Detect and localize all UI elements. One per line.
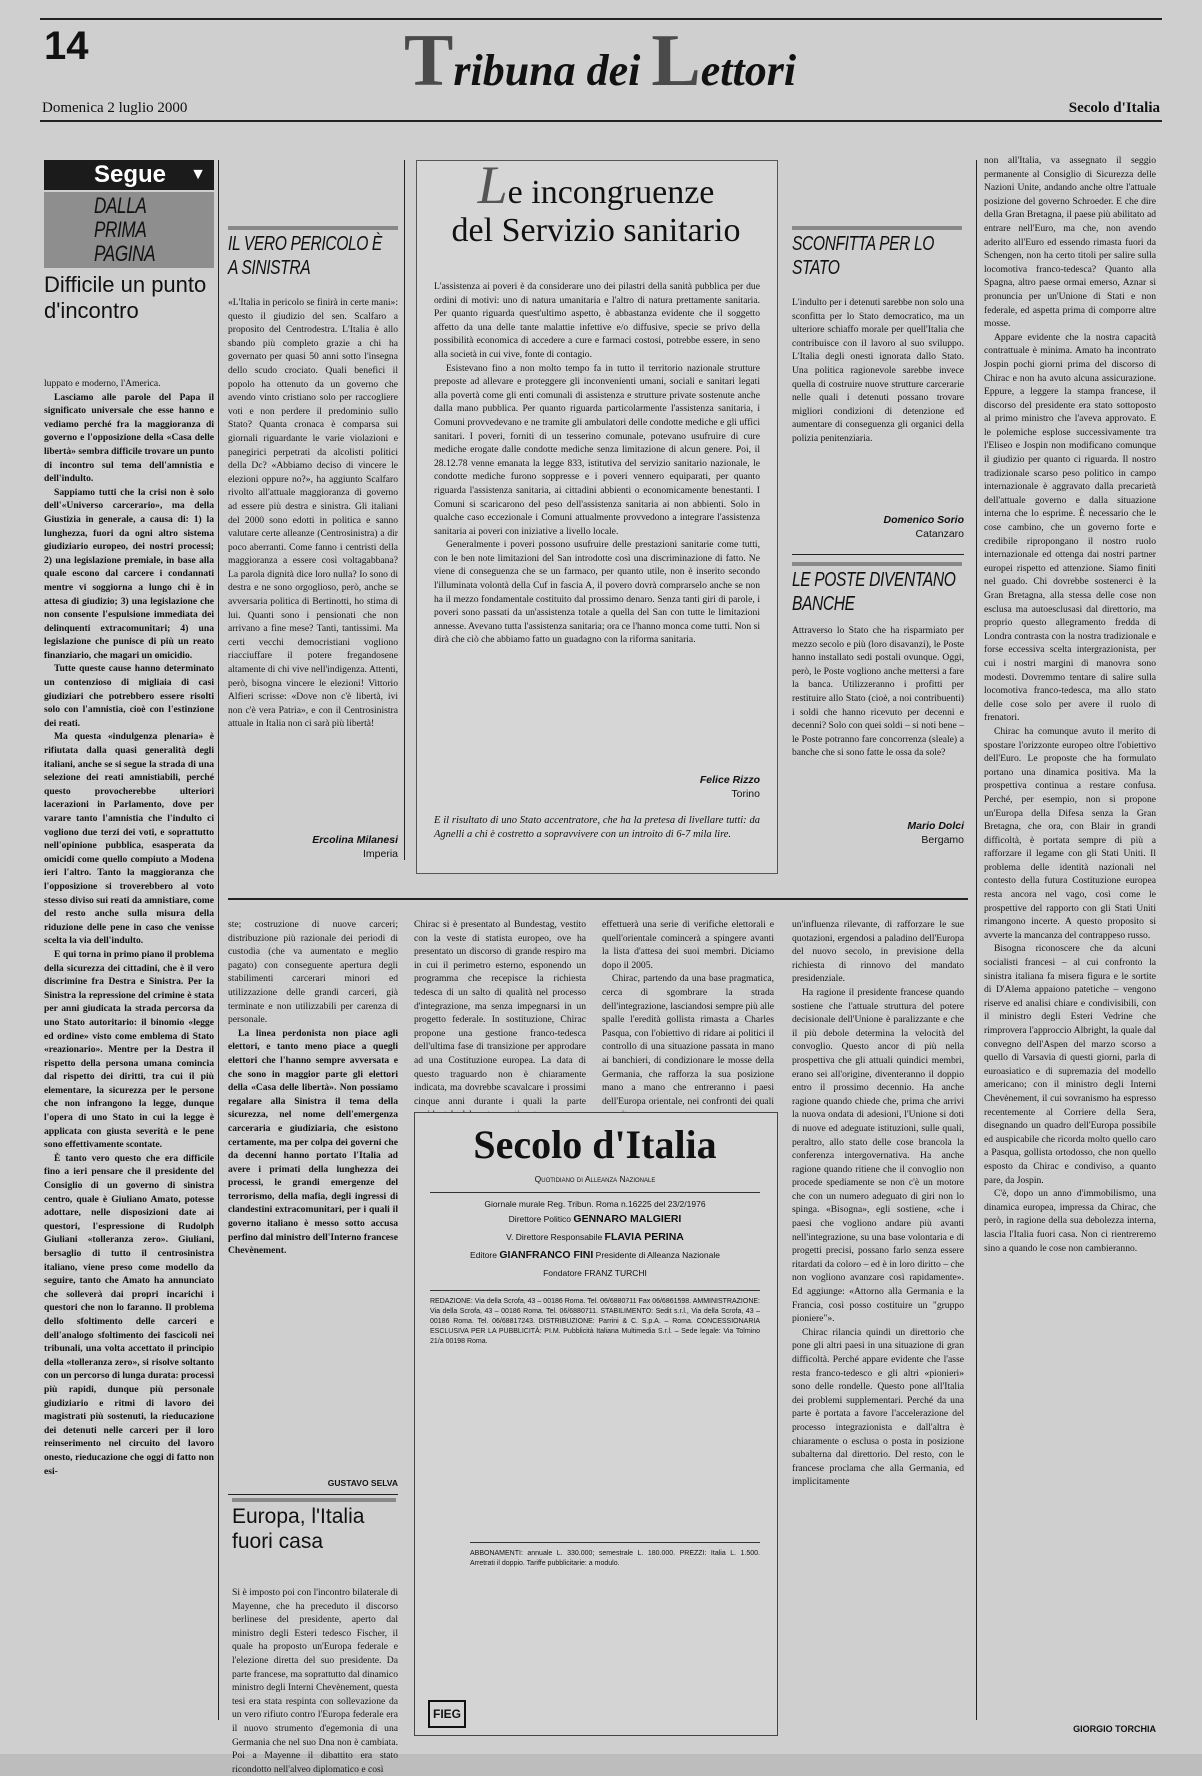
segue-paragraph: Ma questa «indulgenza plenaria» è rifiutata dalla quasi generalità degli italiani, anche se si segue la strada di una selezione dei reati amnistiabili, perché questo provocherebbe ulteriori lacerazioni in Parlamento, dove per varare tanto l'amnistia che l'indulto ci vogliono due terzi dei voti, e soprattutto nell'opinione pubblica, esasperata da omicidi come quello compiuto a Modena ieri l'altro. Tanto la maggioranza che l'opposizione si troverebbero al voto stesso diviso sui reati da amnistiare, come del resto anche sulla misura della riduzione delle pene in caso che venisse scelta la via dell'indulto. [44, 731, 214, 947]
incongruenze-paragraph: Esistevano fino a non molto tempo fa in tutto il territorio nazionale strutture preposte ad allevare e proteggere gli inconvenienti umani, sociali e sanitari legati alla povertà come gli enti comunali di assistenza e strutture private sostenute anche dalla mano pubblica. Per quanto riguarda particolarmente l'assistenza sanitaria, i Comuni provvedevano e ne tramite gli ambulatori delle condotte mediche e gli uffici sanitari. I poveri, forniti di un tesserino comunale, potevano usufruire di cure mediche erogate dalle condotte mediche senza limitazione di alcun genere. Poi, il 28.12.78 venne emanata la legge 833, istitutiva del servizio sanitario nazionale, le condotte mediche furono soppresse e i poveri vennero equiparati, per quanto riguarda l'assistenza sanitaria, ai cittadini abbienti o economicamente benestanti. I Comuni si scaricarono del peso dell'assistenza sanitaria ai non abbienti. Solo in qualche caso eccezionale i Comuni attualmente provvedono a integrare l'assistenza sanitaria ai poveri con iniziative a livello locale. [434, 362, 760, 537]
bottom-col1-signature: GUSTAVO SELVA [327, 1478, 398, 1488]
masthead-publisher-name: GIANFRANCO FINI [499, 1249, 594, 1261]
poste-town: Bergamo [921, 834, 964, 846]
masthead-vicedirector [430, 1230, 760, 1244]
sconfitta-signature: Domenico Sorio [883, 514, 964, 526]
kicker-bar [232, 1498, 396, 1502]
bottom-col5-paragraph: Ha ragione il presidente francese quando sostiene che l'attuale struttura del potere decisionale dell'Unione è paralizzante e che il più debole determina la velocità del convoglio. Questo ancor di più nella prospettiva che gli attuali quindici membri, erano sei all'origine, diventeranno il doppio entro il prossimo decennio. Ha anche ragione quando chiede che, prima che arrivi la nuova ondata di adesioni, l'Unione si doti di nuove ed adeguate istituzioni, sulle quali, peraltro, allo stato delle cose brancola la conferenza intergovernativa. Ha anche ragione quando ritiene che il convoglio non procede spediamente se non c'è un motore che con un numero adeguato di giri non lo spinga. «Bisogna», egli sostiene, «che i paesi che vogliono andare più avanti nell'integrazione, su una base volontaria e di progetti precisi, possano farlo senza essere ritardati da coloro – ed è in loro diritto – che non vogliono avanzare così rapidamente». Ed aggiunge: «Attorno alla Germania e la Francia, così posso costituire un "gruppo pioniere"». [792, 986, 964, 1325]
masthead-registration: Giornale murale Reg. Tribun. Roma n.16225 del 23/2/1976 [430, 1192, 760, 1211]
top-rule [40, 18, 1162, 20]
segue-paragraph: Tutte queste cause hanno determinato un contenzioso di migliaia di casi giudiziari che potrebbero essere risolti solo con l'amnistia, cioè con l'estinzione dei reati. [44, 663, 214, 729]
segue-subtitle-line-3: PAGINA [94, 241, 156, 266]
masthead-vicedirector-label: V. Direttore Responsabile [506, 1232, 603, 1242]
segue-paragraph: luppato e moderno, l'America. [44, 378, 161, 389]
vero-pericolo-town: Imperia [362, 848, 398, 860]
incongruenze-signature: Felice Rizzo [699, 774, 760, 786]
incongruenze-editor-note: E il risultato di uno Stato accentratore, che ha la pretesa di livellare tutti: da Agnelli a chi è costretto a sopravvivere con un introito di 6-7 mila lire. [434, 815, 760, 840]
section-title-initial-1: T [404, 20, 454, 102]
incongruenze-title [436, 155, 756, 250]
masthead-vicedirector-name: FLAVIA PERINA [604, 1231, 684, 1243]
poste-body: Attraverso lo Stato che ha risparmiato per mezzo secolo e più (loro disavanzi), le Poste hanno installato sedi postali ovunque. Oggi, però, le Poste vogliono anche mettersi a fare la banca. Utilizzeranno i profitti per restituire allo Stato (cioè, a noi contribuenti) i soldi che hanno ricevuto per decenni e decenni? Solo con quei soldi – si noti bene – le Poste potranno fare concorrenza (sleale) a banche che si sono fatte le ossa da sole? [792, 625, 964, 759]
column-divider [218, 160, 219, 1720]
vero-pericolo-signature: Ercolina Milanesi [312, 834, 398, 846]
page-number: 14 [44, 24, 89, 68]
incongruenze-title-line2: del Servizio sanitario [451, 212, 741, 249]
bottom-section-rule [228, 898, 968, 900]
segue-paragraph: E qui torna in primo piano il problema della sicurezza dei cittadini, che è il vero discrimine fra Destra e Sinistra. Per la Sinistra la repressione del crimine è stata per anni giudicata la strada percorsa da uno Stato autoritario: il binomio «legge ed ordine» visto come emblema di Stato «reazionario». Mentre per la Destra il rispetto della persona umana comincia dal rispetto dei diritti, tra cui il più elementare, la sicurezza per le persone che non infrangono la legge, dunque l'opera di uno Stato in cui la legge è applicata con giusta severità e le pene sono effettivamente scontate. [44, 948, 214, 1151]
segue-subtitle-box [44, 192, 214, 268]
segue-subtitle-line-1: DALLA [94, 193, 147, 218]
bottom-col5-body [792, 918, 964, 1736]
bottom-col5-paragraph: un'influenza rilevante, di rafforzare le sue quotazioni, ergendosi a paladino dell'Europa del nuovo secolo, in previsione della richiesta di rinnovo del mandato presidenziale. [792, 919, 964, 985]
segue-article-body [44, 377, 214, 1725]
bottom-col5-paragraph: Chirac rilancia quindi un direttorio che pone gli altri paesi in una situazione di gran difficoltà. Perché appare evidente che l'asse resta franco-tedesco e gli altri «pionieri» sono delle rondelle. Questo pone all'Italia dei problemi supplementari. Perché da una parte è portata a favore l'accelerazione del processo integrazionista e dall'altra è chiaramente o esclusa o posta in posizione subalterna dal direttorio. Del resto, con le francese proclama che alla Germania, ed implicitamente [792, 1326, 964, 1488]
masthead-addresses: REDAZIONE: Via della Scrofa, 43 – 00186 Roma. Tel. 06/6880711 Fax 06/6861598. AMMINISTRAZIONE: Via della Scrofa, 43 – 00186 Roma. Tel. 06/6880711. STABILIMENTO: Sedit s.r.l., Via della Scrofa, 43 – 00186 Roma. Tel. 06/68817243. DISTRIBUZIONE: Parrini & C. S.p.A. – Roma. CONCESSIONARIA ESCLUSIVA PER LA PUBBLICITÀ: PI.M. Pubblicità Italiana Multimedia S.r.l. – Sede legale: Via Tolmino 21/a 00198 Roma. [430, 1290, 760, 1537]
bottom-col4-paragraph: Chirac, partendo da una base pragmatica, cerca di sgombrare la strada dell'integrazione, lasciandosi sempre più alle spalle l'eredità gollista rimasta a Charles Pasqua, con l'obiettivo di ridare ai politici il controllo di una situazione passata in mano ai banchieri, di condizionare le mosse della Germania, che rafforza la sua posizione mano a mano che entreranno i paesi dell'Europa orientale, nei confronti dei quali [602, 973, 774, 1107]
right-column-signature: GIORGIO TORCHIA [1073, 1724, 1156, 1734]
segue-paragraph: Lasciamo alle parole del Papa il significato universale che esse hanno e vediamo perché fra la maggioranza di governo e l'opposizione della «Casa delle libertà» sembra difficile trovare un punto di incontro sul tema dell'amnistia e dell'indulto. [44, 391, 214, 485]
right-column-paragraph: non all'Italia, va assegnato il seggio permanente al Consiglio di Sicurezza delle Nazioni Unite, andando anche oltre l'attuale posizione del governo Schroeder. E che dire della Gran Bretagna, il paese più abilitato ad entrare nell'Euro, ma che, non avendo aderito all'Euro ed essendo rimasta fuori da Schengen, non ha certo titoli per salire sulla locomotiva franco-tedesca? Quanto alla Spagna, altro paese ormai emerso, Aznar si pronuncia per un'Unione di Stati e non federale, ed aspetta prima di comporre altre mosse. [984, 155, 1156, 330]
issue-date: Domenica 2 luglio 2000 [42, 100, 188, 116]
europa-body: Si è imposto poi con l'incontro bilaterale di Mayenne, che ha preceduto il discorso berlinese del presidente, aperto dal ministro degli Esteri tedesco Fischer, il quale ha proposto un'Europa federale e l'elezione diretta del suo presidente. Da parte francese, ma soprattutto dal dinamico ministro degli Interni Chevènement, questa tesi era stata respinta con sollevazione da un vero rifiuto contro l'Europa federale era il nuovo strumento d'egemonia di una Germania che nel suo Dna non è cambiata. Poi a Mayenne il dibattito era stato ricondotto nell'alveo diplomatico e così [232, 1587, 398, 1775]
kicker-bar [228, 226, 398, 230]
column-divider [404, 160, 405, 860]
bottom-col3-body: Chirac si è presentato al Bundestag, vestito con la veste di statista europeo, ove ha presentato un discorso di grande respiro ma in cui il perimetro esterno, esponendo un programma che recepisce la richiesta tedesca di un salto di qualità nel processo d'integrazione, ma senza impegnarsi in un progetto federale. In sostituzione, Chirac propone una gestione franco-tedesca dell'ultima fase di transizione per approdare ad una Costituzione europea. La data di questo traguardo non è chiaramente indicata, ma dovrebbe scavalcare i prossimi cinque anni durante i quali la parte [414, 919, 586, 1107]
section-rule [792, 554, 964, 555]
masthead-founder: Fondatore FRANZ TURCHI [543, 1268, 647, 1278]
right-column-paragraph: Chirac ha comunque avuto il merito di spostare l'orizzonte europeo oltre l'obiettivo dell'Euro. Le proposte che ha formulato portano una dinamica positiva. Ma la prospettiva continua a restare confusa. Perché, per esempio, non si propone un'Europa della Difesa senza la Gran Bretagna, che ora, con Blair in grandi difficoltà, è portata sempre di più a rafforzare il legame con gli Stati Uniti. Il problema delle identità nazionali nel contesto della futura Costituzione europea resta ancora nel vago, così come le prospettive del rapporto con gli Stati Uniti rimangono incerte. A questo proposito si avverte la mancanza del contrappeso russo. [984, 725, 1156, 941]
segue-subtitle [94, 194, 219, 266]
section-title-part-2: ettori [700, 46, 797, 95]
section-title-part-1: ribuna dei [453, 46, 652, 95]
segue-label: Segue [94, 161, 167, 188]
masthead-publisher-label: Editore [470, 1250, 497, 1260]
chevron-down-icon: ▼ [190, 166, 206, 183]
masthead-publisher [430, 1248, 760, 1262]
masthead-director [430, 1212, 760, 1226]
column-divider [976, 160, 977, 1720]
sconfitta-kicker: SCONFITTA PER LO STATO [792, 233, 934, 279]
bottom-col1-body [228, 918, 398, 1478]
section-title-initial-2: L [651, 20, 701, 102]
right-column-paragraph: Bisogna riconoscere che da alcuni socialisti francesi – al cui confronto la sinistra italiana fa misera figura e le sortite di D'Alema appaiono patetiche – vengono riserve ed analisi chiare e condivisibili, con il ministro degli Esteri Vedrine che rimprovera l'approccio Albright, la quale dal convegno dell'Aspen del marzo scorso a quello di Varsavia di questi giorni, parla di euroasiatico e di supremazia del modello americano; con il ministro degli Interni Chevènement, il cui sovranismo ha espresso recentemente al Corriere della Sera, disegnando un quadro dell'Europa possibile ed auspicabile che ricorda molto quello caro a Pasqua, gollista ortodosso, che non quello esposto da Chirac e condiviso, a quanto pare, da Jospin. [984, 943, 1156, 1186]
bottom-col1-paragraph: La linea perdonista non piace agli elettori, e tanto meno piace a quegli elettori che l'hanno sempre avversata e che sono in maggior parte gli elettori della «Casa delle libertà». Non possiamo regalare alla Sinistra il tema della sicurezza, nel nome dell'emergenza carceraria e giudiziaria, che esistono certamente, ma per colpa dei governi che da decenni hanno portato l'Italia ad avere i primati della lunghezza dei processi, le grandi emergenze del terrorismo, della mafia, degli ingressi di clandestini extracomunitari, per i quali il governo italiano è messo sotto accusa perfino dal ministro dell'Interno francese Chevènement. [228, 1027, 398, 1257]
kicker-bar [792, 226, 962, 230]
bottom-col1-paragraph: ste; costruzione di nuove carceri; distribuzione più razionale dei periodi di custodia (che va aumentato e meglio pagato) con conseguente apertura degli stabilimenti carcerari minori ed utilizzazione delle grandi carceri, già terminate e non utilizzabili per carenza di personale. [228, 919, 398, 1026]
incongruenze-town: Torino [731, 788, 760, 800]
header-rule [40, 120, 1162, 122]
right-column-paragraph: Appare evidente che la nostra capacità contrattuale è minima. Amato ha incontrato Jospin pochi giorni prima del discorso di Chirac e non ha avuto alcuna assicurazione. Eppure, a leggere la stampa francese, il discorso del presidente era stato sottoposto al primo ministro che l'aveva approvato. E le polemiche esplose successivamente tra l'Eliseo e Jospin non modificano comunque il giudizio per quanto ci riguarda. Il nostro tradizionale scarso peso politico in campo internazionale è aggravato dalla precarietà dell'attuale governo e dalla situazione interna che lo esprime. È necessario che le cose cambino, che un governo forte e credibile ripropongano il nostro ruolo internazionale ed ottenga dai nostri partner europei rispetto ed attenzione. Siamo finiti nel guado. Chi dovrebbe sostenerci è la Gran Bretagna, alla stessa delle cose non esclusa ma autoesclusasi dal direttorio, ma proprio questo allegramento fredda di Londra contrasta con la nostra tradizionale e forse eccessiva scelta intergrazionista, per cui i nostri margini di manovra sono modesti. Dovremmo tentare di salire sulla locomotiva franco-tedesca, ma allo stato delle cose solo per avere il ruolo di frenatori. [984, 331, 1156, 724]
poste-kicker: LE POSTE DIVENTANO BANCHE [792, 569, 956, 615]
sconfitta-body: L'indulto per i detenuti sarebbe non solo una sconfitta per lo Stato democratico, ma un ulteriore schiaffo morale per quell'Italia che contribuisce con il lavoro al suo sviluppo. L'Italia degli onesti ignorata dallo Stato. Una politica ragionevole sarebbe invece quella di costruire nuove strutture carcerarie nelle quali i detenuti possano trovare migliori condizioni di detenzione ed aumentare di conseguenza gli organici della polizia penitenziaria. [792, 297, 964, 444]
incongruenze-title-rest: e incongruenze [507, 174, 715, 211]
kicker-bar [792, 562, 962, 566]
incongruenze-paragraph: Generalmente i poveri possono usufruire delle prestazioni sanitarie come tutti, con le ben note limitazioni del San introdotte così una discriminazione di fatto. Ne viene di conseguenza che se un farmaco, per quanto utile, non è inserito secondo l'illuminata volontà della Cuf in fascia A, il povero dovrà comprarselo anche se non ha il mezzo fondamentale costituito dal prossimo denaro. Senza tanti giri di parole, i poveri sono passati da un'assistenza totale a quella del San con tutte le limitazioni annesse. Avevano tutta l'assistenza sanitaria; ora ce l'hanno monca come tutti. Non si dirà che ciò che abbiamo fatto un guadagno con la riforma sanitaria. [434, 539, 760, 646]
bottom-col4-paragraph: effettuerà una serie di verifiche elettorali e quell'orientale comincerà a spingere avanti la lista d'attesa dei suoi membri. Diciamo dopo il 2005. [602, 919, 774, 971]
poste-signature: Mario Dolci [907, 820, 964, 832]
segue-paragraph: Sappiamo tutti che la crisi non è solo dell'«Universo carcerario», ma della Giustizia in generale, a causa di: 1) la lunghezza, fuori da ogni altro sistema giudiziario europeo, dei nostri processi; 2) una legislazione premiale, in base alla quale escono dal carcere i condannati mentre vi soggiorna a lungo chi è in attesa di giudizio; 3) una legislazione che non consente l'espulsione immediata dei delinquenti extracomunitari; 4) una legislazione che punisce di più un reato finanziario, che magari un omicidio. [44, 486, 214, 661]
section-title [404, 20, 797, 102]
newspaper-name: Secolo d'Italia [1068, 100, 1160, 116]
section-rule [228, 1494, 398, 1495]
europa-title: Europa, l'Italia fuori casa [232, 1505, 365, 1553]
vero-pericolo-kicker: IL VERO PERICOLO È A SINISTRA [228, 233, 382, 279]
masthead-publisher-suffix: Presidente di Alleanza Nazionale [595, 1250, 720, 1260]
sconfitta-town: Catanzaro [915, 528, 964, 540]
segue-paragraph: È tanto vero questo che era difficile fino a ieri pensare che il presidente del Consiglio di un governo di sinistra centro, quale è Giuliano Amato, potesse adottare, nelle disposizioni date ai questori, l'espressione di Rudolph Giuliani «tolleranza zero». Giuliani, bersaglio di tutto il centrosinistra italiano, viene preso come modello da seguire, tanto che Amato ha annunciato che solleverà dai propri incarichi i questori che non lo faranno. Il problema dello sfoltimento delle carceri e dell'analogo sfoltimento dei fascicoli nei tribunali, una volta accettato il principio della «tolleranza zero», si risolve soltanto con un percorso di lunga durata: processi più rapidi, dunque più personale giudiziario e ritmi di lavoro dei magistrati più sostenuti, la rieducazione dei detenuti nelle carceri per il loro reinserimento nel circuito del lavoro onesto, rieducazione che oggi di fatto non esi- [44, 1152, 214, 1477]
right-column-paragraph: C'è, dopo un anno d'immobilismo, una dinamica europea, impressa da Chirac, che però, in ragione della sua debolezza interna, lascia l'Italia fuori casa. Non ci rientreremo sino a quando le cose non cambieranno. [984, 1188, 1156, 1254]
bottom-col4-body [602, 918, 774, 1107]
vero-pericolo-body: «L'Italia in pericolo se finirà in certe mani»: questo il giudizio del sen. Scalfaro a proposito del Centrodestra. L'Italia è allo sbando più completo grazie a chi ha governato per quasi 50 anni sotto l'insegna dello scudo crociato. Quali benefici il popolo ha ottenuto da un governo che avendo vinto cristiano solo per raccogliere voti e non perdere il predominio sullo Stato? Quanta cronaca è comparsa sui giornali riguardante le varie violazioni e panegirici perpetrati da alcolisti politici della Dc? «Abbiamo deciso di vincere le elezioni oppure no?», ha aggiunto Scalfaro rivolto all'attuale maggioranza di governo ad essere più destra e sinistra. Gli italiani del 2000 sono edotti in politica e sanno valutare certe alleanze (Centrosinistra) a dir poco aberranti. Come fanno i centristi della maggioranza a essere così voltagabbana? La parola dignità dice loro nulla? Io sono di destra e ne sono orgoglioso, però, anche se avversaria politica di Bertinotti, ho stima di lui. Quanti sono i pensionati che non arrivano a fine mese? Tanti, tantissimi. Ma certi vecchi democristiani vogliono riacciuffare il potere fregandosene altamente di chi vive nell'indigenza. Attenti, però, bisogna vincere le elezioni! Vittorio Alfieri scrisse: «Dove non c'è libertà, ivi non c'è vera Patria», e con il Centrosinistra attuale in Italia non ci sarà più libertà! [228, 297, 398, 730]
masthead-subtitle: Quotidiano di Alleanza Nazionale [534, 1174, 656, 1184]
incongruenze-title-initial: L [477, 155, 508, 215]
segue-banner [44, 160, 214, 190]
incongruenze-body [434, 280, 760, 756]
right-column-body [984, 154, 1156, 1716]
masthead-title: Secolo d'Italia [473, 1122, 717, 1167]
segue-headline: Difficile un punto d'incontro [44, 272, 207, 323]
segue-subtitle-line-2: PRIMA [94, 217, 147, 242]
masthead-subscriptions: ABBONAMENTI: annuale L. 330.000; semestrale L. 180.000. PREZZI: Italia L. 1.500. Arretrati il doppio. Tariffe pubblicitarie: a modulo. [470, 1542, 760, 1729]
fieg-logo: FIEG [428, 1700, 466, 1728]
masthead-director-name: GENNARO MALGIERI [573, 1213, 682, 1225]
incongruenze-paragraph: L'assistenza ai poveri è da considerare uno dei pilastri della sanità pubblica per due ordini di motivi: uno di natura umanitaria e l'altro di natura prettamente sanitaria. Per quanto riguarda quest'ultimo aspetto, è abbastanza evidente che il soggetto affetto da una delle tante malattie infettive e/o diffusive, specie se privo della possibilità economica di accedere a cure e farmaci costosi, potrebbe essere, in seno alla società in cui vive, fonte di contagio. [434, 281, 760, 360]
masthead-director-label: Direttore Politico [508, 1214, 572, 1224]
